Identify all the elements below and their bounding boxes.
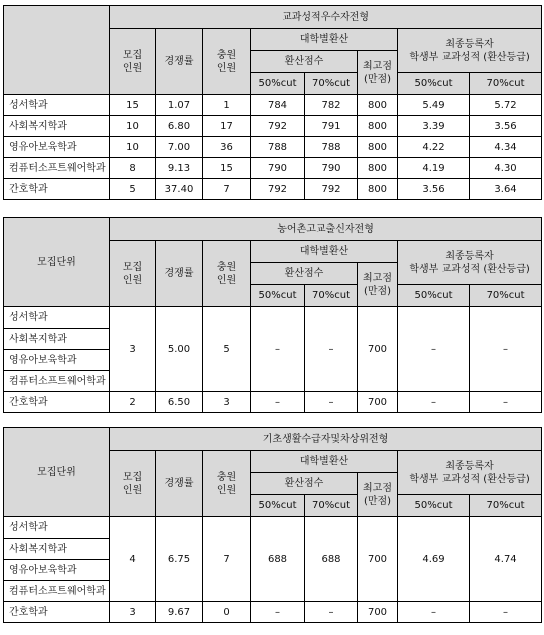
additional-count: 36 — [203, 137, 251, 158]
competition-rate: 6.50 — [156, 392, 203, 413]
competition-rate: 37.40 — [156, 179, 203, 200]
grade-70cut: 3.64 — [470, 179, 542, 200]
recruit-header-line2: 인원 — [122, 62, 143, 74]
table-row — [4, 392, 542, 413]
additional-header-line1: 충원 — [216, 49, 237, 61]
max-header-line1: 최고점 — [363, 60, 392, 72]
recruit-count: 2 — [110, 392, 156, 413]
recruit-header-line1: 모집 — [122, 49, 143, 61]
table-row — [4, 158, 542, 179]
unit-name: 간호학과 — [4, 602, 110, 623]
table-merit-admission — [3, 5, 542, 200]
competition-rate: 5.00 — [156, 307, 203, 392]
max-score: 700 — [358, 602, 398, 623]
additional-count: 5 — [203, 307, 251, 392]
competition-rate: 9.67 — [156, 602, 203, 623]
unit-name: 사회복지학과 — [4, 539, 110, 560]
conv-70cut: – — [305, 602, 358, 623]
final-header-line2: 학생부 교과성적 (환산등급) — [409, 263, 530, 275]
recruit-count: 4 — [110, 517, 156, 602]
grade-50cut: 5.49 — [398, 95, 470, 116]
competition-header: 경쟁률 — [156, 451, 203, 517]
conv-50cut: 792 — [251, 116, 305, 137]
additional-header-line2: 인원 — [216, 62, 237, 74]
recruit-count: 10 — [110, 116, 156, 137]
grade-50cut: 4.69 — [398, 517, 470, 602]
recruit-header — [110, 241, 156, 307]
grade-70cut: – — [470, 392, 542, 413]
conv-50cut-header: 50%cut — [251, 495, 305, 517]
max-header-line1: 최고점 — [363, 272, 392, 284]
table-row — [4, 602, 542, 623]
competition-header: 경쟁률 — [156, 29, 203, 95]
recruit-header — [110, 451, 156, 517]
unit-name: 간호학과 — [4, 179, 110, 200]
additional-count: 1 — [203, 95, 251, 116]
table-row — [4, 517, 542, 539]
grade-50cut: – — [398, 392, 470, 413]
competition-rate: 6.75 — [156, 517, 203, 602]
max-score-header — [358, 51, 398, 95]
grade-50cut: 4.19 — [398, 158, 470, 179]
conv-50cut: – — [251, 307, 305, 392]
unit-name: 컴퓨터소프트웨어학과 — [4, 158, 110, 179]
table-row — [4, 307, 542, 329]
additional-count: 3 — [203, 392, 251, 413]
conv-50cut: – — [251, 602, 305, 623]
grade-50cut: 4.22 — [398, 137, 470, 158]
final-header-line2: 학생부 교과성적 (환산등급) — [409, 473, 530, 485]
table-row — [4, 95, 542, 116]
conv-50cut: 688 — [251, 517, 305, 602]
grade-70cut: – — [470, 602, 542, 623]
competition-header: 경쟁률 — [156, 241, 203, 307]
conv-50cut: 784 — [251, 95, 305, 116]
recruit-header-line1: 모집 — [122, 261, 143, 273]
conv-70cut: 790 — [305, 158, 358, 179]
grade-70cut: 5.72 — [470, 95, 542, 116]
conv-70cut-header: 70%cut — [305, 285, 358, 307]
recruit-header-line1: 모집 — [122, 471, 143, 483]
conv-70cut: 688 — [305, 517, 358, 602]
grade-50cut: – — [398, 307, 470, 392]
univ-conversion-header: 대학별환산 — [251, 241, 398, 263]
unit-name: 영유아보육학과 — [4, 137, 110, 158]
final-registrant-header — [398, 29, 542, 73]
unit-name: 영유아보육학과 — [4, 350, 110, 371]
recruit-count: 5 — [110, 179, 156, 200]
max-score: 700 — [358, 517, 398, 602]
additional-count: 0 — [203, 602, 251, 623]
additional-header — [203, 29, 251, 95]
recruit-header-line2: 인원 — [122, 274, 143, 286]
conv-50cut-header: 50%cut — [251, 73, 305, 95]
unit-name: 사회복지학과 — [4, 329, 110, 350]
conv-score-header: 환산점수 — [251, 51, 358, 73]
grade-50cut: – — [398, 602, 470, 623]
unit-name: 성서학과 — [4, 95, 110, 116]
additional-count: 15 — [203, 158, 251, 179]
additional-header-line1: 충원 — [216, 471, 237, 483]
conv-70cut-header: 70%cut — [305, 73, 358, 95]
unit-name: 사회복지학과 — [4, 116, 110, 137]
conv-50cut: 792 — [251, 179, 305, 200]
max-score-header — [358, 263, 398, 307]
grade-70cut: 3.56 — [470, 116, 542, 137]
recruit-count: 3 — [110, 307, 156, 392]
max-score: 800 — [358, 179, 398, 200]
max-score: 800 — [358, 137, 398, 158]
grade-50cut: 3.56 — [398, 179, 470, 200]
conv-70cut: – — [305, 392, 358, 413]
conv-score-header: 환산점수 — [251, 263, 358, 285]
unit-name: 간호학과 — [4, 392, 110, 413]
additional-count: 7 — [203, 179, 251, 200]
conv-50cut: – — [251, 392, 305, 413]
univ-conversion-header: 대학별환산 — [251, 451, 398, 473]
grade-50cut-header: 50%cut — [398, 285, 470, 307]
grade-70cut: 4.34 — [470, 137, 542, 158]
conv-70cut: – — [305, 307, 358, 392]
competition-rate: 9.13 — [156, 158, 203, 179]
conv-score-header: 환산점수 — [251, 473, 358, 495]
max-header-line2: (만점) — [363, 73, 392, 85]
max-header-line2: (만점) — [363, 495, 392, 507]
additional-header-line1: 충원 — [216, 261, 237, 273]
grade-70cut-header: 70%cut — [470, 73, 542, 95]
unit-name: 성서학과 — [4, 517, 110, 539]
recruit-header-line2: 인원 — [122, 484, 143, 496]
conv-70cut: 791 — [305, 116, 358, 137]
recruit-count: 10 — [110, 137, 156, 158]
unit-name: 영유아보육학과 — [4, 560, 110, 581]
additional-header-line2: 인원 — [216, 484, 237, 496]
unit-name: 컴퓨터소프트웨어학과 — [4, 581, 110, 602]
recruit-header — [110, 29, 156, 95]
conv-50cut: 788 — [251, 137, 305, 158]
competition-rate: 6.80 — [156, 116, 203, 137]
additional-header — [203, 241, 251, 307]
unit-name: 컴퓨터소프트웨어학과 — [4, 371, 110, 392]
grade-70cut: 4.30 — [470, 158, 542, 179]
final-header-line1: 최종등록자 — [445, 460, 494, 472]
table-title: 농어촌고교출신자전형 — [110, 218, 542, 241]
univ-conversion-header: 대학별환산 — [251, 29, 398, 51]
max-score: 700 — [358, 392, 398, 413]
competition-rate: 1.07 — [156, 95, 203, 116]
max-score: 800 — [358, 116, 398, 137]
final-registrant-header — [398, 451, 542, 495]
competition-rate: 7.00 — [156, 137, 203, 158]
conv-50cut-header: 50%cut — [251, 285, 305, 307]
unit-header: 모집단위 — [4, 428, 110, 517]
max-score: 700 — [358, 307, 398, 392]
grade-70cut: 4.74 — [470, 517, 542, 602]
grade-50cut-header: 50%cut — [398, 495, 470, 517]
table-rural-admission — [3, 217, 542, 413]
unit-header: 모집단위 — [4, 218, 110, 307]
grade-50cut-header: 50%cut — [398, 73, 470, 95]
max-header-line1: 최고점 — [363, 482, 392, 494]
max-score: 800 — [358, 158, 398, 179]
conv-50cut: 790 — [251, 158, 305, 179]
table-row — [4, 137, 542, 158]
conv-70cut: 782 — [305, 95, 358, 116]
additional-count: 7 — [203, 517, 251, 602]
grade-70cut-header: 70%cut — [470, 495, 542, 517]
table-title: 기초생활수급자및차상위전형 — [110, 428, 542, 451]
recruit-count: 15 — [110, 95, 156, 116]
table-row — [4, 179, 542, 200]
additional-header — [203, 451, 251, 517]
recruit-count: 8 — [110, 158, 156, 179]
final-header-line2: 학생부 교과성적 (환산등급) — [409, 51, 530, 63]
final-registrant-header — [398, 241, 542, 285]
conv-70cut: 788 — [305, 137, 358, 158]
conv-70cut-header: 70%cut — [305, 495, 358, 517]
conv-70cut: 792 — [305, 179, 358, 200]
additional-header-line2: 인원 — [216, 274, 237, 286]
table-row — [4, 116, 542, 137]
grade-50cut: 3.39 — [398, 116, 470, 137]
grade-70cut: – — [470, 307, 542, 392]
unit-name: 성서학과 — [4, 307, 110, 329]
max-score: 800 — [358, 95, 398, 116]
unit-header-cell — [4, 6, 110, 95]
additional-count: 17 — [203, 116, 251, 137]
table-low-income-admission — [3, 427, 542, 623]
table-title: 교과성적우수자전형 — [110, 6, 542, 29]
max-header-line2: (만점) — [363, 285, 392, 297]
max-score-header — [358, 473, 398, 517]
grade-70cut-header: 70%cut — [470, 285, 542, 307]
final-header-line1: 최종등록자 — [445, 250, 494, 262]
recruit-count: 3 — [110, 602, 156, 623]
final-header-line1: 최종등록자 — [445, 38, 494, 50]
